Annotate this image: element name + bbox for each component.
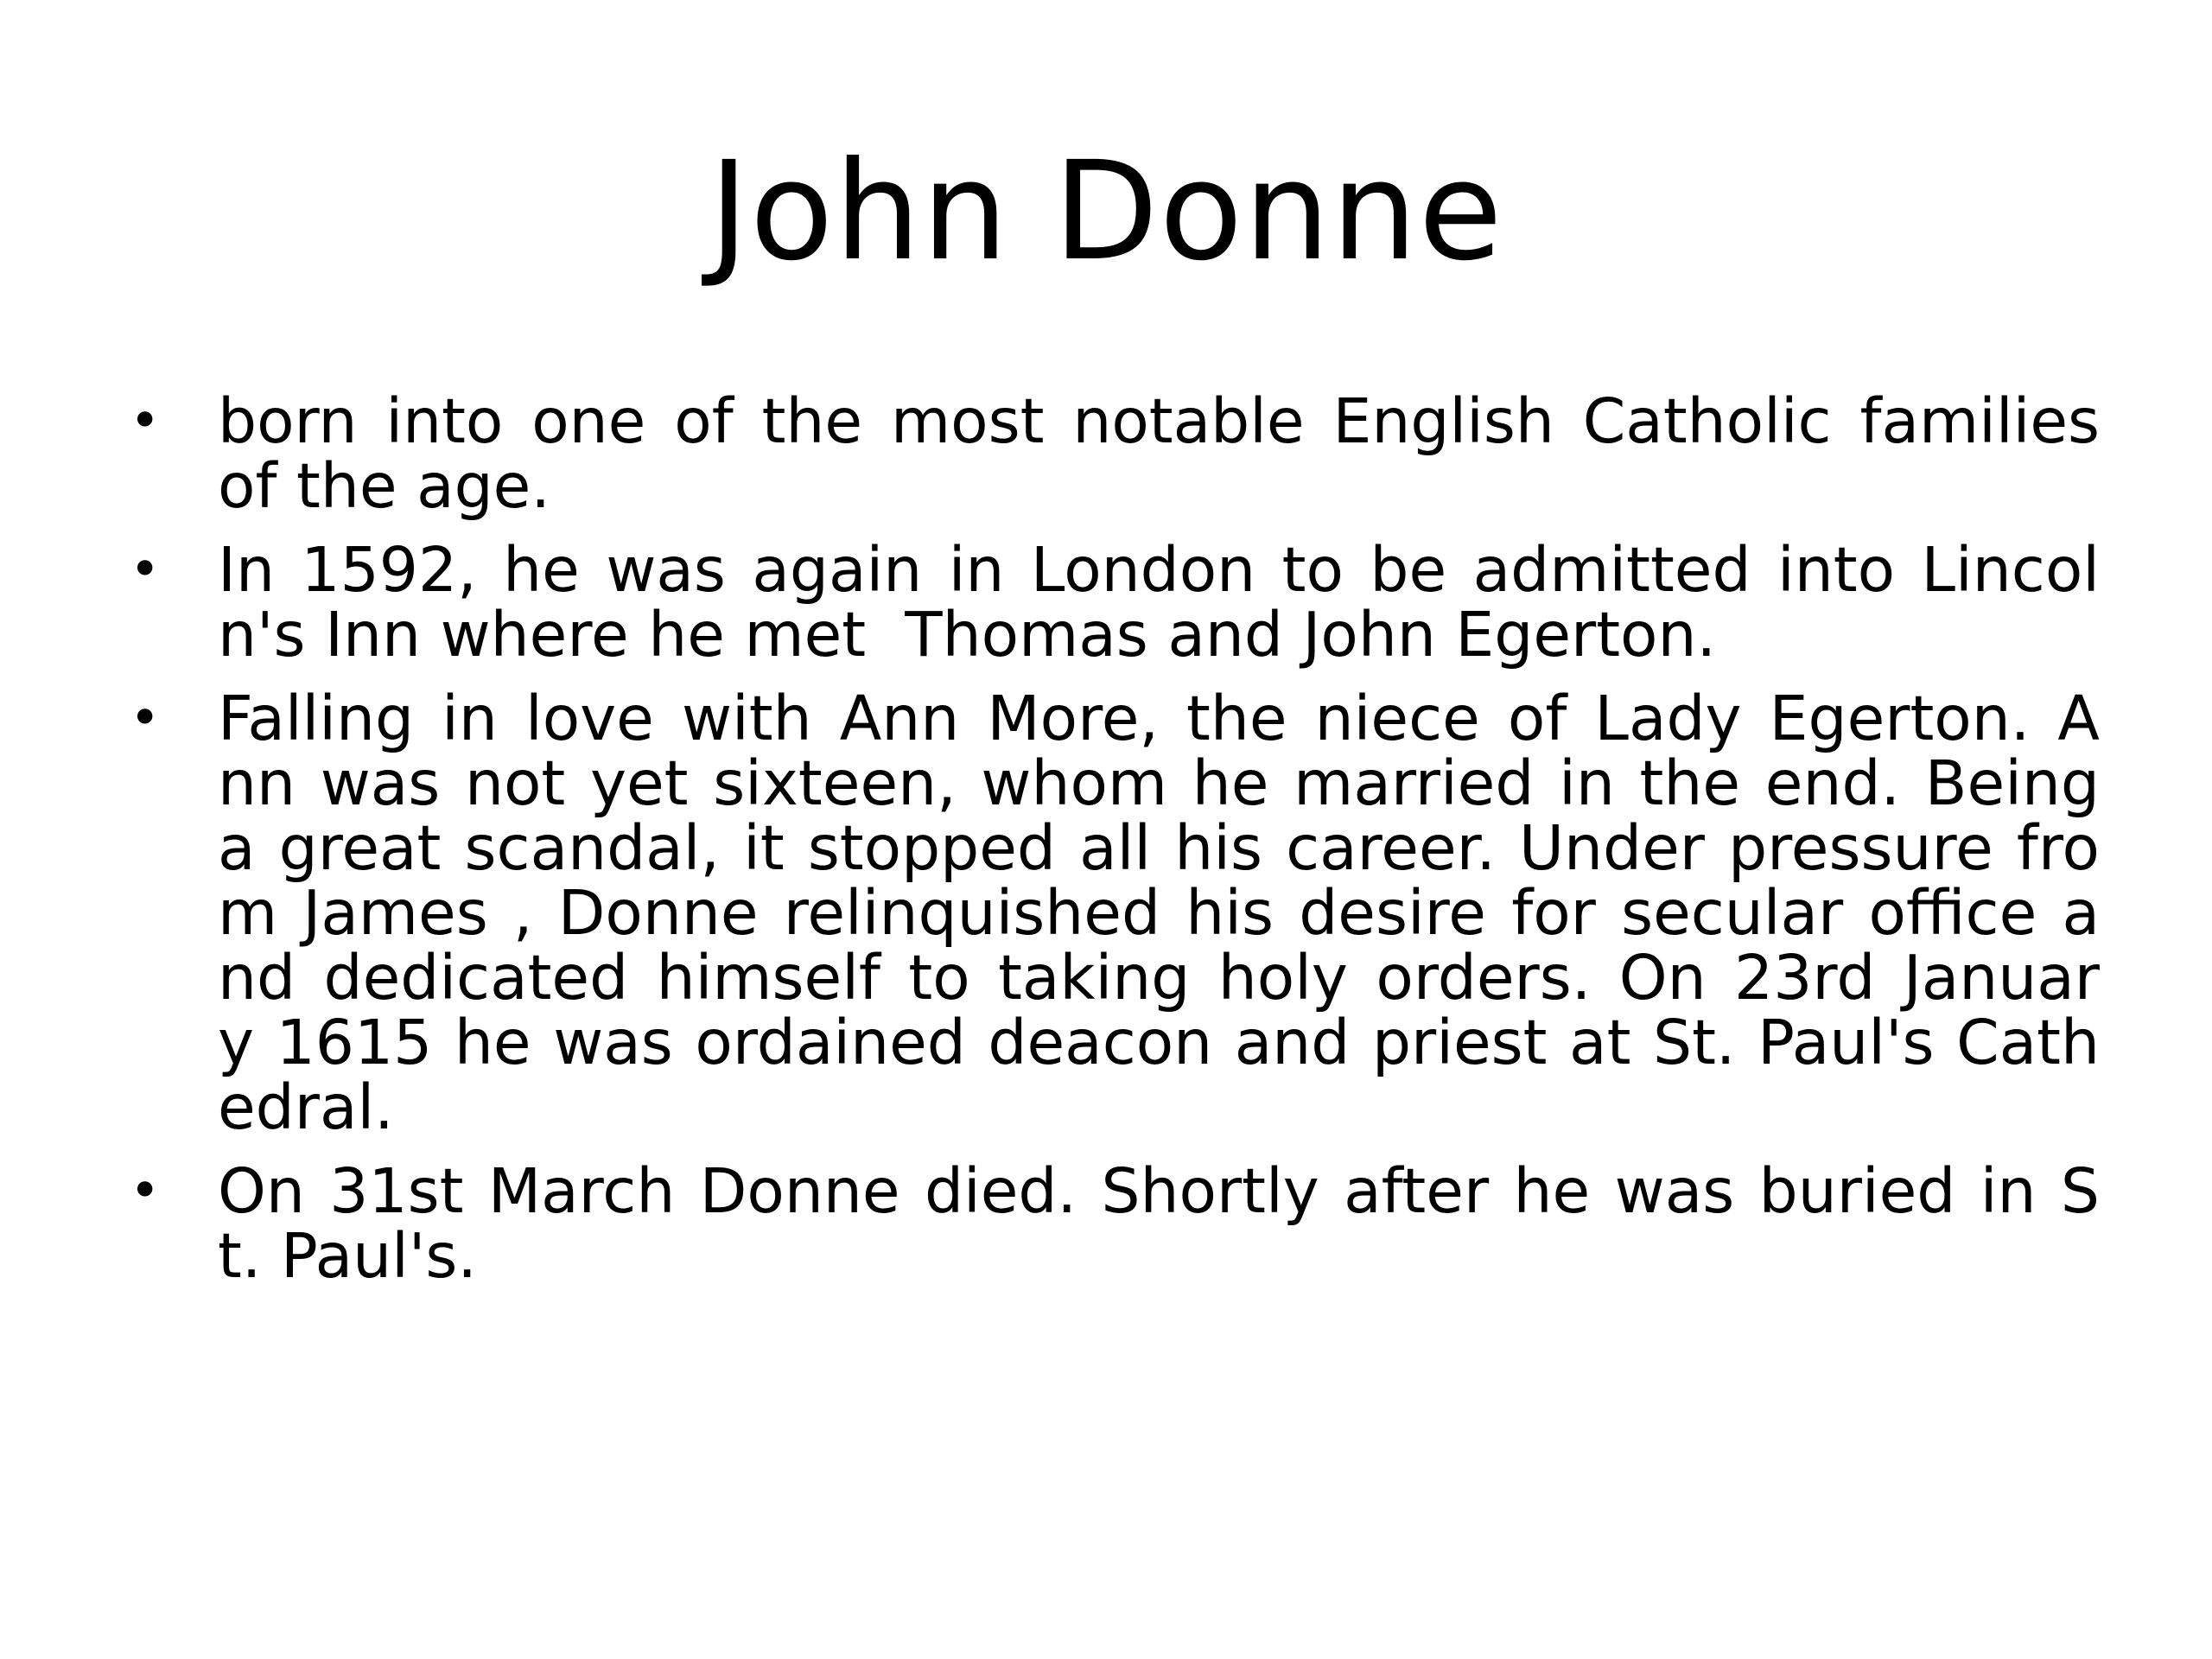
bullet-icon: • xyxy=(130,1160,161,1221)
bullet-icon: • xyxy=(130,391,161,451)
bullet-icon: • xyxy=(130,539,161,600)
bullet-list xyxy=(130,385,2100,1307)
bullet-item-1 xyxy=(130,385,2100,522)
bullet-text-line: edral. xyxy=(218,1071,394,1143)
bullet-text-line: nd dedicated himself to taking holy orders. On 23rd Januar xyxy=(218,942,2100,1014)
bullet-text-line: a great scandal, it stopped all his career. Under pressure fro xyxy=(218,812,2100,884)
bullet-item-2 xyxy=(130,534,2100,671)
bullet-text-line: In 1592, he was again in London to be admitted into Lincol xyxy=(218,534,2100,606)
bullet-text-line: y 1615 he was ordained deacon and priest at St. Paul's Cath xyxy=(218,1007,2100,1078)
bullet-item-4 xyxy=(130,1155,2100,1292)
bullet-icon: • xyxy=(130,688,161,748)
bullet-text-line: born into one of the most notable English Catholic families xyxy=(218,385,2100,457)
bullet-item-3 xyxy=(130,683,2100,1143)
bullet-text-line: On 31st March Donne died. Shortly after he was buried in S xyxy=(218,1155,2100,1227)
bullet-text-line: t. Paul's. xyxy=(218,1220,477,1292)
slide-title: John Donne xyxy=(709,132,1503,291)
bullet-text-line: Falling in love with Ann More, the niece of Lady Egerton. A xyxy=(218,683,2100,754)
bullet-text-line: nn was not yet sixteen, whom he married in the end. Being xyxy=(218,747,2100,819)
bullet-text-line: m James , Donne relinquished his desire for secular office a xyxy=(218,877,2100,949)
bullet-text-line: of the age. xyxy=(218,450,550,522)
bullet-text-line: n's Inn where he met Thomas and John Egerton. xyxy=(218,599,1717,671)
